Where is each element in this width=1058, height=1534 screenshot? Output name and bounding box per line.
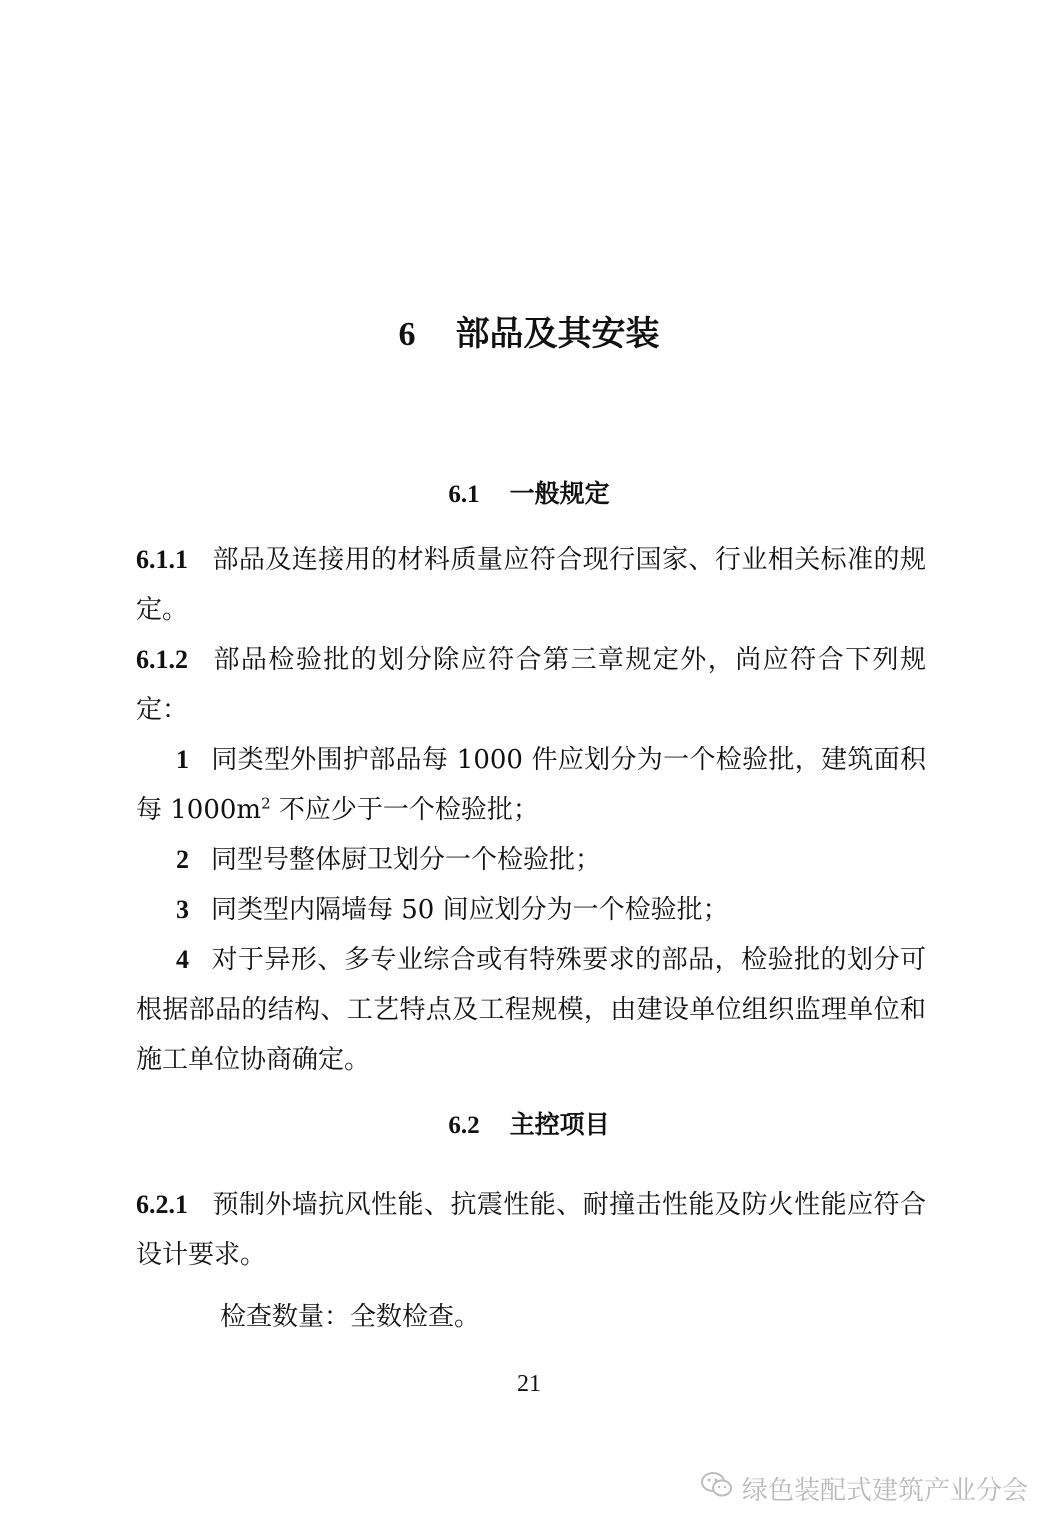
- section-number: 6.1: [448, 481, 480, 508]
- clause-text: 部品检验批的划分除应符合第三章规定外，尚应符合下列规定：: [136, 645, 926, 725]
- clause-number: 6.1.1: [136, 545, 188, 574]
- list-item-4: [136, 935, 926, 1085]
- item-text: 同型号整体厨卫划分一个检验批；: [211, 845, 602, 875]
- item-number: 3: [176, 895, 189, 924]
- page-number: 21: [517, 1371, 541, 1397]
- watermark: [700, 1468, 1028, 1508]
- section-title-6-1: [0, 476, 1058, 513]
- item-number: 4: [176, 945, 189, 974]
- clause-6-1-1: [136, 535, 926, 635]
- item-text-after: 不应少于一个检验批；: [270, 795, 539, 825]
- check-quantity-text: 检查数量：全数检查。: [220, 1302, 481, 1332]
- clause-text: 部品及连接用的材料质量应符合现行国家、行业相关标准的规定。: [136, 545, 926, 625]
- item-number: 1: [176, 745, 189, 774]
- clause-number: 6.1.2: [136, 645, 188, 674]
- clause-6-2-1: [136, 1180, 926, 1280]
- clause-text: 预制外墙抗风性能、抗震性能、耐撞击性能及防火性能应符合设计要求。: [136, 1190, 926, 1270]
- superscript: 2: [261, 794, 271, 813]
- clause-6-1-2: [136, 635, 926, 735]
- chapter-title-text: 部品及其安装: [455, 314, 660, 354]
- list-item-3: [136, 885, 926, 935]
- clause-number: 6.2.1: [136, 1190, 188, 1219]
- check-quantity: [136, 1292, 926, 1342]
- chapter-number: 6: [398, 316, 416, 353]
- watermark-text: 绿色装配式建筑产业分会: [742, 1475, 1029, 1506]
- list-item-1: [136, 735, 926, 835]
- item-text-before: 同类型外围护部品每 1000 件应划分为一个检验批，建筑面积每 1000m: [136, 745, 926, 825]
- section-title-text: 一般规定: [509, 479, 610, 508]
- item-text: 对于异形、多专业综合或有特殊要求的部品，检验批的划分可根据部品的结构、工艺特点及工程规模，由建设单位组织监理单位和施工单位协商确定。: [136, 945, 926, 1075]
- item-number: 2: [176, 845, 189, 874]
- section-title-6-2: [0, 1107, 1058, 1144]
- wechat-icon: [700, 1470, 742, 1507]
- item-text: 同类型内隔墙每 50 间应划分为一个检验批；: [211, 895, 729, 925]
- list-item-2: [136, 835, 926, 885]
- section-title-text: 主控项目: [509, 1110, 610, 1139]
- chapter-title: [0, 310, 1058, 359]
- section-number: 6.2: [448, 1112, 480, 1139]
